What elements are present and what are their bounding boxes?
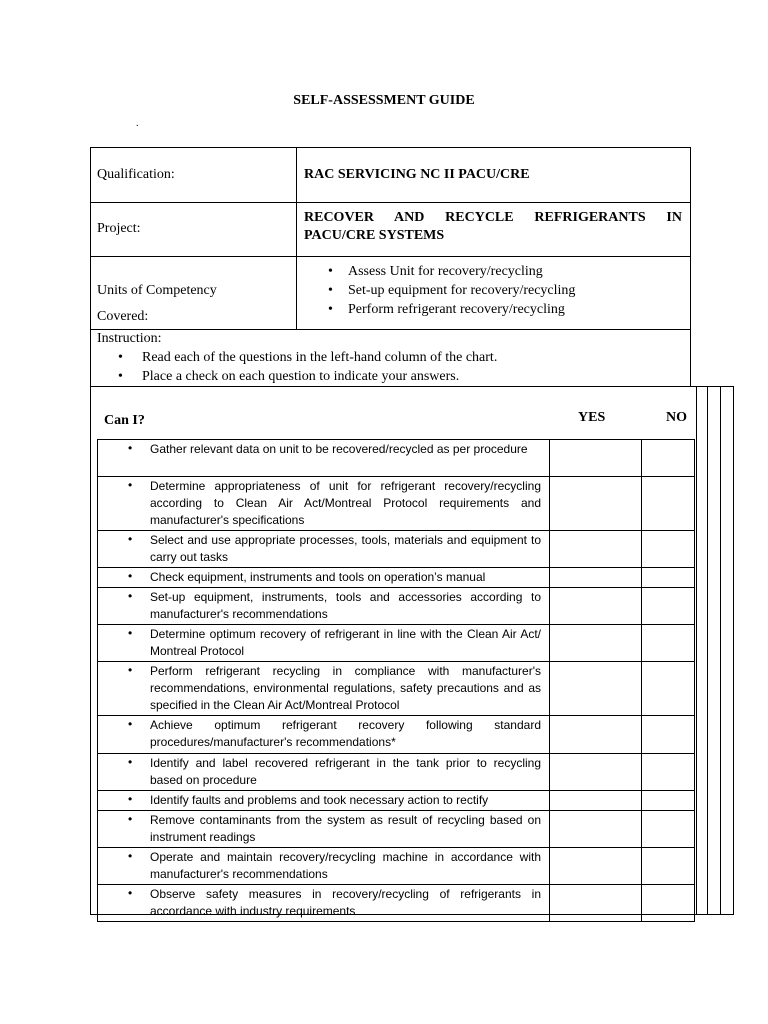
- question-text: Perform refrigerant recycling in compliance with manufacturer's recommendations, environmental regulations, safety precautions and as specified in the Clean Air Act/Montreal Protocol: [150, 664, 541, 712]
- yes-checkbox-cell[interactable]: [550, 625, 642, 662]
- units-item: • Perform refrigerant recovery/recycling: [325, 300, 575, 319]
- question-text: Determine appropriateness of unit for refrigerant recovery/recycling according to Clean Air Act/Montreal Protocol requirements and manufacturer's specifications: [150, 479, 541, 527]
- info-row-line-3: [90, 329, 691, 330]
- table-row: [98, 885, 695, 922]
- units-list: [325, 262, 575, 319]
- table-row: [98, 568, 695, 588]
- units-label-line1: Units of Competency: [97, 283, 217, 298]
- info-table-divider: [296, 147, 297, 330]
- bullet-icon: •: [128, 663, 133, 677]
- question-text: Set-up equipment, instruments, tools and accessories according to manufacturer's recommendations: [150, 590, 541, 621]
- header-no: NO: [666, 410, 687, 425]
- no-checkbox-cell[interactable]: [642, 588, 695, 625]
- instruction-item: • Place a check on each question to indicate your answers.: [118, 367, 497, 386]
- header-yes: YES: [578, 410, 606, 425]
- bullet-icon: •: [128, 886, 133, 900]
- question-text: Select and use appropriate processes, tools, materials and equipment to carry out tasks: [150, 533, 541, 564]
- bullet-icon: •: [128, 812, 133, 826]
- qualification-label: Qualification:: [97, 167, 175, 182]
- project-value-line1: RECOVER AND RECYCLE REFRIGERANTS IN: [304, 210, 682, 225]
- no-checkbox-cell[interactable]: [642, 716, 695, 754]
- yes-checkbox-cell[interactable]: [550, 531, 642, 568]
- checklist-table: [97, 439, 695, 922]
- instruction-list: [118, 348, 497, 386]
- question-text: Identify faults and problems and took necessary action to rectify: [150, 793, 489, 807]
- yes-checkbox-cell[interactable]: [550, 588, 642, 625]
- question-text: Operate and maintain recovery/recycling machine in accordance with manufacturer's recommendations: [150, 850, 541, 881]
- yes-checkbox-cell[interactable]: [550, 716, 642, 754]
- qualification-value: RAC SERVICING NC II PACU/CRE: [304, 167, 530, 182]
- yes-checkbox-cell[interactable]: [550, 477, 642, 531]
- no-checkbox-cell[interactable]: [642, 625, 695, 662]
- yes-checkbox-cell[interactable]: [550, 885, 642, 922]
- stray-mark: .: [136, 118, 139, 129]
- question-text: Gather relevant data on unit to be recovered/recycled as per procedure: [150, 442, 528, 456]
- yes-checkbox-cell[interactable]: [550, 662, 642, 716]
- bullet-icon: •: [128, 755, 133, 769]
- no-checkbox-cell[interactable]: [642, 477, 695, 531]
- table-row: [98, 848, 695, 885]
- bullet-icon: •: [128, 569, 133, 583]
- table-row: [98, 754, 695, 791]
- header-can-i: Can I?: [104, 413, 145, 428]
- no-checkbox-cell[interactable]: [642, 531, 695, 568]
- no-checkbox-cell[interactable]: [642, 885, 695, 922]
- table-row: [98, 811, 695, 848]
- yes-checkbox-cell[interactable]: [550, 440, 642, 477]
- project-value-line2: PACU/CRE SYSTEMS: [304, 228, 445, 243]
- question-text: Check equipment, instruments and tools on operation’s manual: [150, 570, 486, 584]
- checklist-right-line-2: [707, 386, 708, 915]
- instruction-item: • Read each of the questions in the left-hand column of the chart.: [118, 348, 497, 367]
- question-text: Remove contaminants from the system as result of recycling based on instrument readings: [150, 813, 541, 844]
- bullet-icon: •: [128, 532, 133, 546]
- instruction-label: Instruction:: [97, 331, 162, 346]
- info-row-line-2: [90, 256, 691, 257]
- checklist-right-line-3: [720, 386, 721, 915]
- units-item: • Assess Unit for recovery/recycling: [325, 262, 575, 281]
- question-text: Determine optimum recovery of refrigerant in line with the Clean Air Act/ Montreal Protocol: [150, 627, 541, 658]
- table-row: [98, 531, 695, 568]
- units-label-line2: Covered:: [97, 309, 149, 324]
- question-text: Achieve optimum refrigerant recovery following standard procedures/manufacturer's recommendations*: [150, 718, 541, 749]
- question-text: Observe safety measures in recovery/recycling of refrigerants in accordance with industry requirements: [150, 887, 541, 918]
- yes-checkbox-cell[interactable]: [550, 754, 642, 791]
- page-title: SELF-ASSESSMENT GUIDE: [293, 93, 475, 108]
- bullet-icon: •: [128, 478, 133, 492]
- info-row-line-1: [90, 202, 691, 203]
- no-checkbox-cell[interactable]: [642, 662, 695, 716]
- checklist-right-line-1: [696, 386, 697, 915]
- table-row: [98, 440, 695, 477]
- no-checkbox-cell[interactable]: [642, 791, 695, 811]
- table-row: [98, 588, 695, 625]
- bullet-icon: •: [128, 626, 133, 640]
- table-row: [98, 716, 695, 754]
- table-row: [98, 625, 695, 662]
- yes-checkbox-cell[interactable]: [550, 568, 642, 588]
- no-checkbox-cell[interactable]: [642, 568, 695, 588]
- no-checkbox-cell[interactable]: [642, 440, 695, 477]
- question-text: Identify and label recovered refrigerant in the tank prior to recycling based on procedure: [150, 756, 541, 787]
- no-checkbox-cell[interactable]: [642, 848, 695, 885]
- project-label: Project:: [97, 221, 141, 236]
- bullet-icon: •: [128, 441, 133, 455]
- bullet-icon: •: [128, 717, 133, 731]
- table-row: [98, 791, 695, 811]
- table-row: [98, 662, 695, 716]
- table-row: [98, 477, 695, 531]
- no-checkbox-cell[interactable]: [642, 811, 695, 848]
- units-item: • Set-up equipment for recovery/recycling: [325, 281, 575, 300]
- no-checkbox-cell[interactable]: [642, 754, 695, 791]
- yes-checkbox-cell[interactable]: [550, 848, 642, 885]
- yes-checkbox-cell[interactable]: [550, 791, 642, 811]
- bullet-icon: •: [128, 589, 133, 603]
- yes-checkbox-cell[interactable]: [550, 811, 642, 848]
- bullet-icon: •: [128, 849, 133, 863]
- bullet-icon: •: [128, 792, 133, 806]
